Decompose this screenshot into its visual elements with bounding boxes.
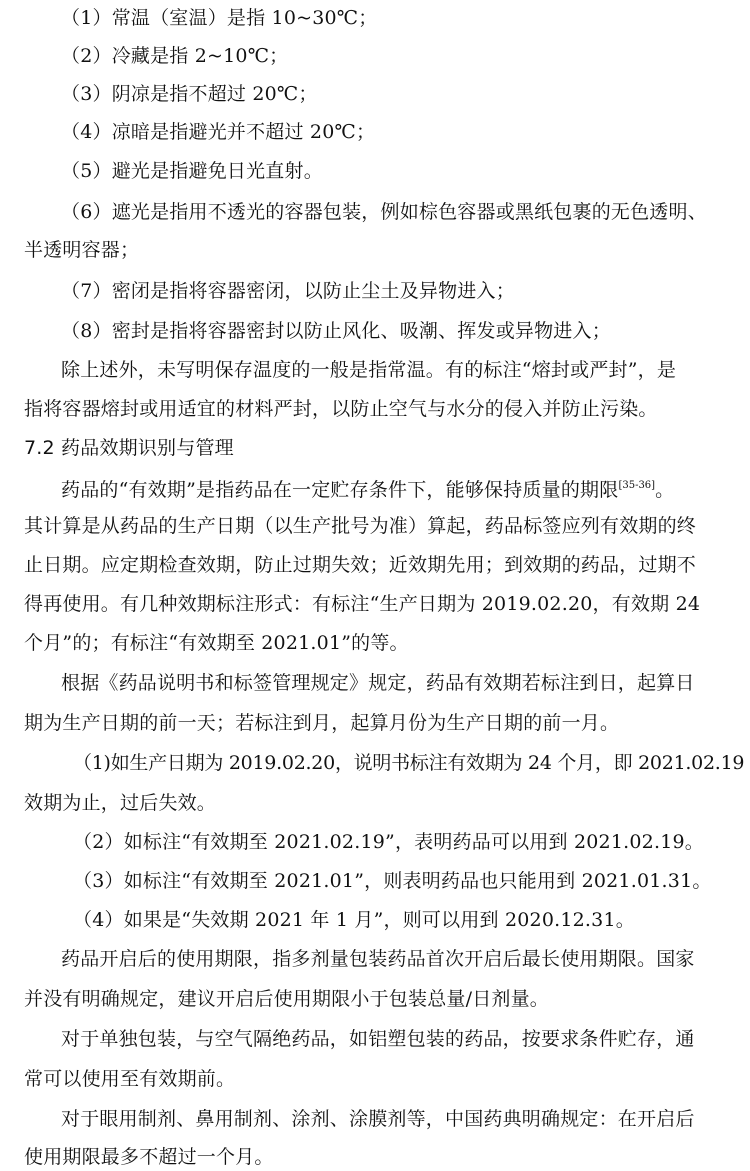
storage-note-line-2: 指将容器熔封或用适宜的材料严封，以防止空气与水分的侵入并防止污染。 xyxy=(24,398,658,420)
example-3: （3）如标注“有效期至 2021.01”，则表明药品也只能用到 2021.01.31。 xyxy=(73,870,712,892)
storage-term-8: （8）密封是指将容器密封以防止风化、吸潮、挥发或异物进入； xyxy=(61,320,611,342)
p5-line-1: 对于眼用制剂、鼻用制剂、涂剂、涂膜剂等，中国药典明确规定：在开启后 xyxy=(61,1108,695,1130)
example-2: （2）如标注“有效期至 2021.02.19”，表明药品可以用到 2021.02.19。 xyxy=(73,831,704,853)
p1-line-2: 其计算是从药品的生产日期（以生产批号为准）算起，药品标签应列有效期的终 xyxy=(24,515,697,537)
example-1: （1)如生产日期为 2019.02.20，说明书标注有效期为 24 个月，即 2021.02.19 xyxy=(73,752,745,774)
example-1-cont: 效期为止，过后失效。 xyxy=(24,792,217,814)
section-heading: 7.2 药品效期识别与管理 xyxy=(24,437,234,459)
storage-term-3: （3）阴凉是指不超过 20℃； xyxy=(61,83,318,105)
p2-line-2: 期为生产日期的前一天；若标注到月，起算月份为生产日期的前一月。 xyxy=(24,712,620,734)
p1-line-5: 个月”的；有标注“有效期至 2021.01”的等。 xyxy=(24,632,409,654)
storage-term-4: （4）凉暗是指避光并不超过 20℃； xyxy=(61,121,376,143)
p4-line-2: 常可以使用至有效期前。 xyxy=(24,1068,236,1090)
storage-term-5: （5）避光是指避免日光直射。 xyxy=(61,160,323,182)
storage-term-2: （2）冷藏是指 2~10℃； xyxy=(61,45,289,67)
p5-line-2: 使用期限最多不超过一个月。 xyxy=(24,1146,274,1168)
storage-note-line-1: 除上述外，未写明保存温度的一般是指常温。有的标注“熔封或严封”，是 xyxy=(61,359,677,381)
p1-line-3: 止日期。应定期检查效期，防止过期失效；近效期先用；到效期的药品，过期不 xyxy=(24,554,697,576)
storage-term-1: （1）常温（室温）是指 10~30℃； xyxy=(61,7,378,29)
p1-line-1-text: 药品的“有效期”是指药品在一定贮存条件下，能够保持质量的期限 xyxy=(61,479,619,501)
p3-line-1: 药品开启后的使用期限，指多剂量包装药品首次开启后最长使用期限。国家 xyxy=(61,948,695,970)
p1-line-1-end: 。 xyxy=(655,479,675,501)
storage-term-6: （6）遮光是指用不透光的容器包装，例如棕色容器或黑纸包裹的无色透明、 xyxy=(61,201,707,223)
p3-line-2: 并没有明确规定，建议开启后使用期限小于包装总量/日剂量。 xyxy=(24,988,550,1010)
storage-term-6-cont: 半透明容器； xyxy=(24,239,140,261)
citation: [35-36] xyxy=(618,480,656,491)
p4-line-1: 对于单独包装，与空气隔绝药品，如铝塑包装的药品，按要求条件贮存，通 xyxy=(61,1028,695,1050)
p2-line-1: 根据《药品说明书和标签管理规定》规定，药品有效期若标注到日，起算日 xyxy=(61,672,695,694)
p1-line-4: 得再使用。有几种效期标注形式：有标注“生产日期为 2019.02.20，有效期 24 xyxy=(24,593,701,615)
p1-line-1 xyxy=(61,473,674,503)
storage-term-7: （7）密闭是指将容器密闭，以防止尘土及异物进入； xyxy=(61,280,515,302)
example-4: （4）如果是“失效期 2021 年 1 月”，则可以用到 2020.12.31。 xyxy=(73,909,635,931)
